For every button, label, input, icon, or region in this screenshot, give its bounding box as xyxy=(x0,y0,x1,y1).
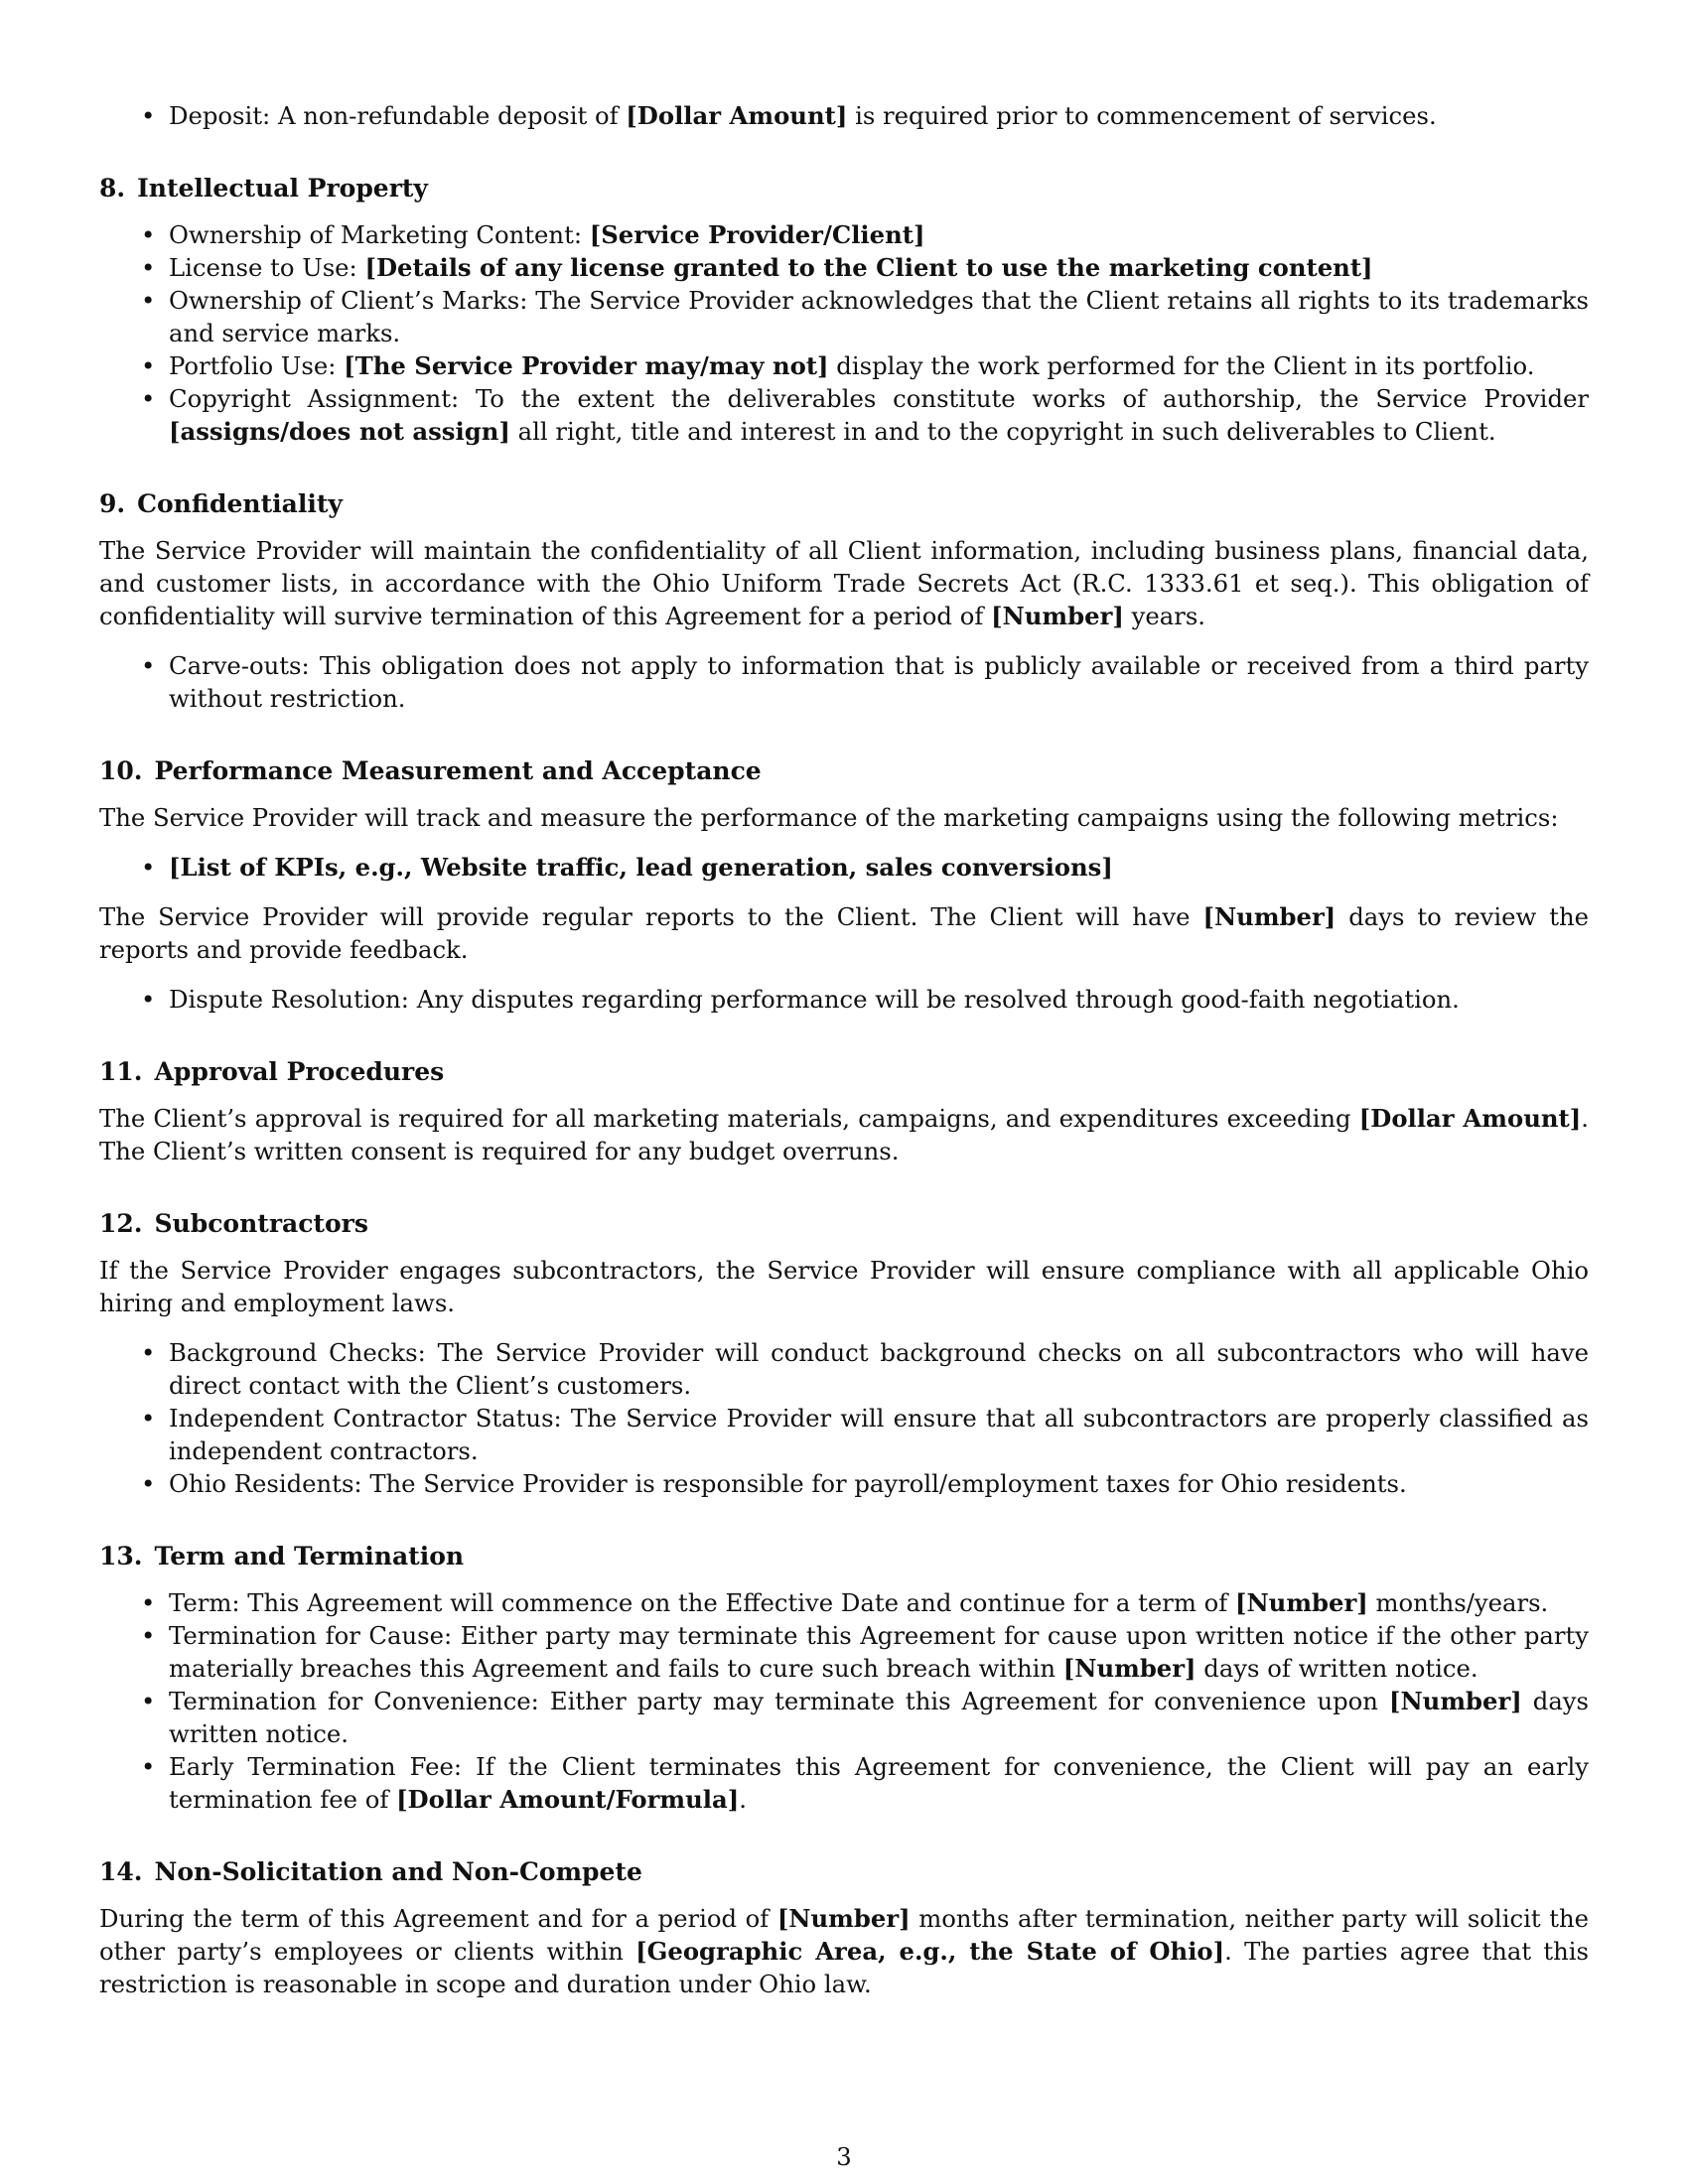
section-14-heading: 14. Non-Solicitation and Non-Compete xyxy=(99,1857,642,1886)
section-10-paragraph-1: The Service Provider will track and measure the performance of the marketing campaigns using the following metrics: xyxy=(99,803,1559,832)
section-8-heading: 8. Intellectual Property xyxy=(99,174,428,203)
section-10-heading: 10. Performance Measurement and Acceptance xyxy=(99,756,762,785)
section-9-heading: 9. Confidentiality xyxy=(99,489,343,518)
deposit-list xyxy=(99,99,1589,132)
list-item: • Background Checks: The Service Provider will conduct background checks on all subcontractors who will have direct contact with the Client’s customers. xyxy=(99,1336,1589,1402)
list-item: • Termination for Cause: Either party may terminate this Agreement for cause upon written notice if the other party materially breaches this Agreement and fails to cure such breach within [Number] days of written notice. xyxy=(99,1619,1589,1685)
section-11-paragraph: The Client’s approval is required for all marketing materials, campaigns, and expenditures exceeding [Dollar Amount]. The Client’s written consent is required for any budget overruns. xyxy=(99,1104,1589,1165)
list-item: • Early Termination Fee: If the Client terminates this Agreement for convenience, the Client will pay an early termination fee of [Dollar Amount/Formula]. xyxy=(99,1750,1589,1816)
section-10-kpi-list xyxy=(99,851,1589,884)
section-9-paragraph: The Service Provider will maintain the confidentiality of all Client information, including business plans, financial data, and customer lists, in accordance with the Ohio Uniform Trade Secrets Act (R.C. 1333.61 et seq.). This obligation of confidentiality will survive termination of this Agreement for a period of [Number] years. xyxy=(99,536,1589,630)
page-number: 3 xyxy=(836,2142,852,2171)
list-item: • Ohio Residents: The Service Provider is responsible for payroll/employment taxes for Ohio residents. xyxy=(99,1467,1589,1500)
list-item: • Ownership of Client’s Marks: The Service Provider acknowledges that the Client retains all rights to its trademarks and service marks. xyxy=(99,284,1589,349)
section-12-list xyxy=(99,1336,1589,1500)
list-item: • [List of KPIs, e.g., Website traffic, lead generation, sales conversions] xyxy=(99,851,1589,884)
list-item: • Dispute Resolution: Any disputes regarding performance will be resolved through good-faith negotiation. xyxy=(99,983,1589,1016)
section-10-paragraph-2: The Service Provider will provide regular reports to the Client. The Client will have [Number] days to review the reports and provide feedback. xyxy=(99,902,1589,964)
list-item: • Copyright Assignment: To the extent the deliverables constitute works of authorship, the Service Provider [assigns/does not assign] all right, title and interest in and to the copyright in such deliverables to Client. xyxy=(99,382,1589,448)
section-8-list xyxy=(99,218,1589,448)
list-item: • Term: This Agreement will commence on the Effective Date and continue for a term of [Number] months/years. xyxy=(99,1586,1589,1619)
list-item: • License to Use: [Details of any license granted to the Client to use the marketing content] xyxy=(99,251,1589,284)
section-13-list xyxy=(99,1586,1589,1816)
section-14-paragraph: During the term of this Agreement and for a period of [Number] months after termination, neither party will solicit the other party’s employees or clients within [Geographic Area, e.g., the State of Ohio]. The parties agree that this restriction is reasonable in scope and duration under Ohio law. xyxy=(99,1904,1589,1998)
list-item: • Ownership of Marketing Content: [Service Provider/Client] xyxy=(99,218,1589,251)
list-item: • Carve-outs: This obligation does not apply to information that is publicly available or received from a third party without restriction. xyxy=(99,649,1589,715)
deposit-bullet: • Deposit: A non-refundable deposit of [Dollar Amount] is required prior to commencement of services. xyxy=(99,99,1589,132)
section-12-paragraph: If the Service Provider engages subcontractors, the Service Provider will ensure compliance with all applicable Ohio hiring and employment laws. xyxy=(99,1256,1589,1317)
list-item: • Independent Contractor Status: The Service Provider will ensure that all subcontractors are properly classified as independent contractors. xyxy=(99,1402,1589,1467)
section-12-heading: 12. Subcontractors xyxy=(99,1209,368,1238)
list-item: • Termination for Convenience: Either party may terminate this Agreement for convenience upon [Number] days written notice. xyxy=(99,1685,1589,1750)
section-13-heading: 13. Term and Termination xyxy=(99,1542,465,1570)
section-10-list xyxy=(99,983,1589,1016)
section-11-heading: 11. Approval Procedures xyxy=(99,1057,445,1086)
document-page xyxy=(99,99,1589,2017)
section-9-list xyxy=(99,649,1589,715)
list-item: • Portfolio Use: [The Service Provider may/may not] display the work performed for the Client in its portfolio. xyxy=(99,349,1589,382)
